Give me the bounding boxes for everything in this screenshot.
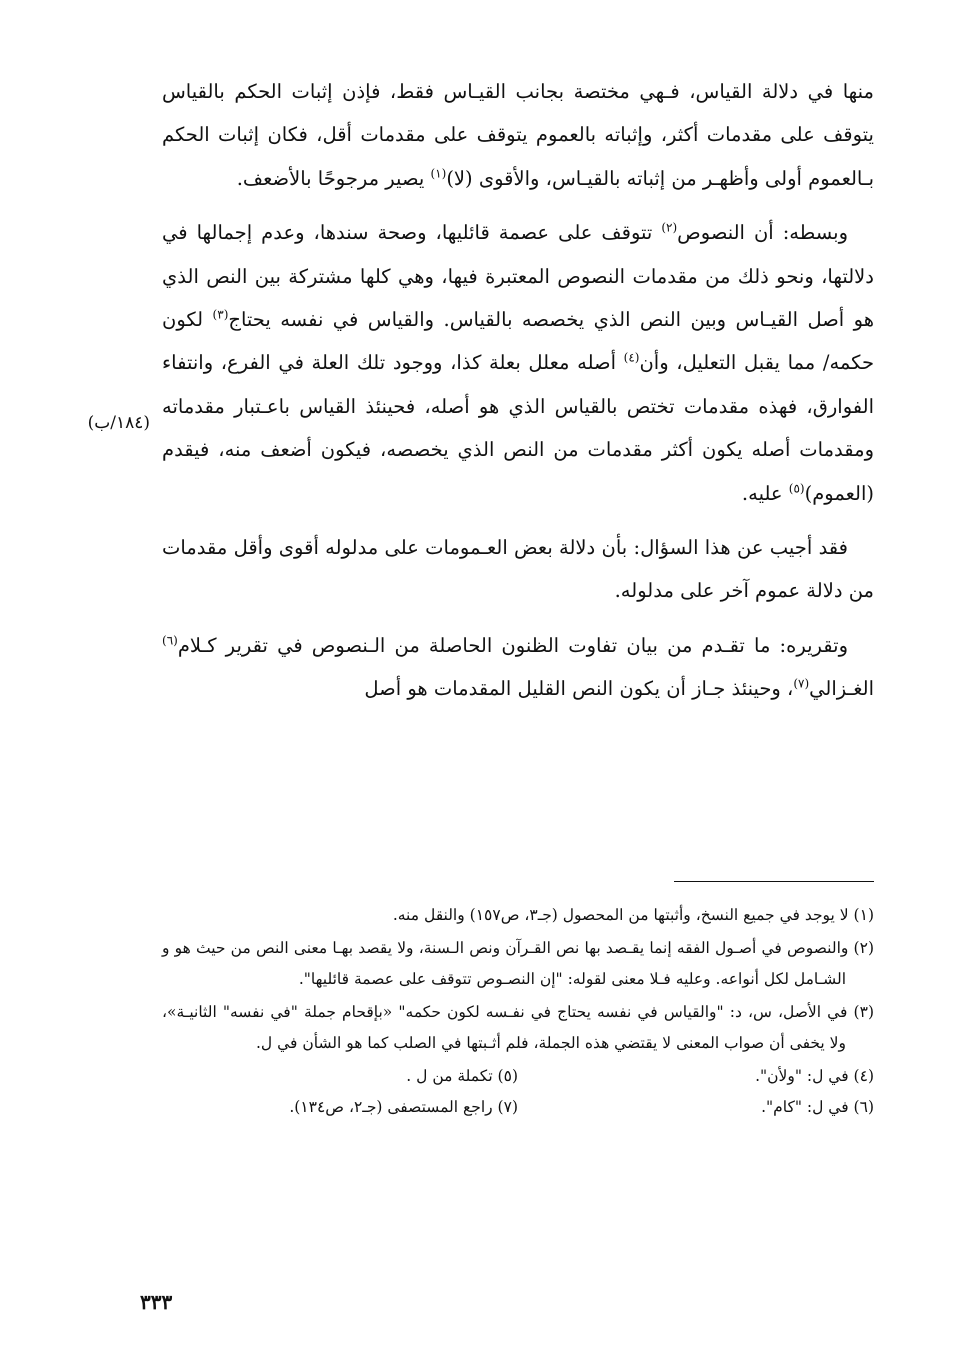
footnote-ref-2: (٢) xyxy=(661,220,678,235)
footnote-1: (١) لا يوجد في جميع النسخ، وأثبتها من المحصول (جـ٣، ص١٥٧) والنقل منه. xyxy=(392,906,874,924)
footnote-row-4-5 xyxy=(162,1061,874,1092)
footnote-separator xyxy=(674,881,874,882)
footnotes xyxy=(162,900,874,1123)
footnote-5: (٥) تكملة من ل . xyxy=(406,1067,518,1085)
paragraph-1: منها في دلالة القياس، فـهي مختصة بجانب القيـاس فقط، فإذن إثبات الحكم بالقياس يتوقف على مقدمات أكثر، وإثباته بالعموم يتوقف على مقدمات أقل، فكان إثبات الحكم بـالعموم أولى وأظهـر من إثباته بالقيـاس، والأقوى (لا)$^{(١)}$ يصير مرجوحًا بالأضعف. xyxy=(162,80,874,190)
page-number: ٣٣٣ xyxy=(140,1290,173,1314)
paragraph-3: فقد أجيب عن هذا السؤال: بأن دلالة بعض العـمومات على مدلوله أقوى وأقل مقدمات من دلالة عموم آخر على مدلوله. xyxy=(162,536,874,603)
footnote-ref-6: (٦) xyxy=(162,633,178,648)
paragraph-4: وتقريره: ما تقـدم من بيان تفاوت الظنون الحاصلة من الـنصوص في تقرير كـلام$^{(٦)}$ الغـزالي$^{(٧)}$، وحينئذ جـاز أن يكون النص القليل المقدمات هو أصل xyxy=(162,633,874,701)
footnote-ref-1: (١) xyxy=(430,166,447,181)
footnote-2: (٢) والنصوص في أصـول الفقه إنما يقـصد بها نص القـرآن ونص الـسنة، ولا يقصد بهـا معنى النص من حيث هو و الشـامل لكل أنواعه. وعليه فـلا معنى لقوله: "إن النصـوص تتوقف على عصمة قائليها". xyxy=(162,939,874,988)
footnote-6: (٦) في ل: "كام". xyxy=(761,1098,874,1116)
footnote-7: (٧) راجع المستصفى (جـ٢، ص١٣٤). xyxy=(289,1098,518,1116)
main-text xyxy=(162,70,874,722)
footnote-ref-7: (٧) xyxy=(793,676,810,691)
footnote-ref-3: (٣) xyxy=(212,307,229,322)
margin-folio-note: (١٨٤/ب) xyxy=(87,413,150,433)
paragraph-2: وبسطه: أن النصوص$^{(٢)}$ تتوقف على عصمة قائليها، وصحة سندها، وعدم إجمالها في دلالتها، ونحو ذلك من مقدمات النصوص المعتبرة فيها، وهي كلها مشتركة بين النص الذي هو أصل القيـاس وبين النص الذي يخصصه بالقياس. والقياس في نفسه يحتاج$^{(٣)}$ لكون حكمه/ مما يقبل التعليل، وأن$^{(٤)}$ أصله معلل بعلة كذا، ووجود تلك العلة في الفرع، وانتفاء الفوارق، فهذه مقدمات تختص بالقياس الذي هو أصله، فحينئذ القياس باعـتبار مقدماته ومقدمات أصله يكون أكثر مقدمات من النص الذي يخصصه، فيكون أضعف منه، فيقدم (العموم)$^{(٥)}$ عليه. xyxy=(162,220,874,505)
footnote-ref-5: (٥) xyxy=(788,481,805,496)
footnote-row-6-7 xyxy=(162,1092,874,1123)
footnote-4: (٤) في ل: "ولأن". xyxy=(755,1067,874,1085)
footnote-ref-4: (٤) xyxy=(623,350,640,365)
footnote-3: (٣) في الأصل، س، د: "والقياس في نفسه يحتاج في نفـسه لكون حكمه" «بإقحام جملة "في نفسه" الثانيـة»، ولا يخفى أن صواب المعنى لا يقتضي هذه الجملة، فلم أثـبتها في الصلب كما هو الشأن في ل. xyxy=(162,1003,874,1052)
